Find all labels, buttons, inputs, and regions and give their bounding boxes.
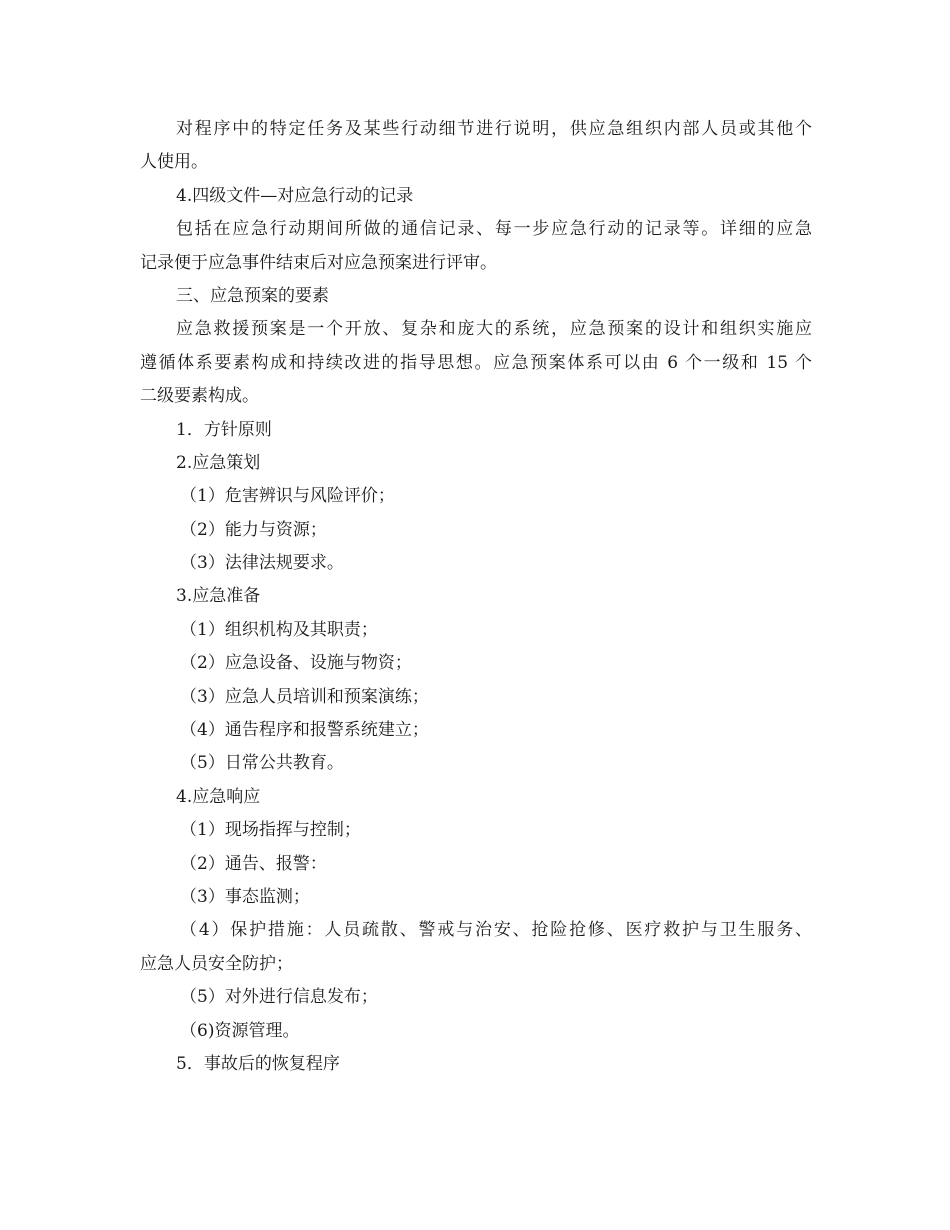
paragraph-line: 记录便于应急事件结束后对应急预案进行评审。	[140, 252, 497, 273]
list-heading: 5．事故后的恢复程序	[176, 1053, 340, 1074]
list-item: （2）应急设备、设施与物资；	[180, 653, 412, 674]
list-item: （1）危害辨识与风险评价；	[180, 486, 395, 507]
list-heading: 2.应急策划	[176, 452, 261, 473]
paragraph-line: 对程序中的特定任务及某些行动细节进行说明，供应急组织内部人员或其他个	[176, 119, 812, 139]
list-item-continuation: 应急人员安全防护；	[140, 953, 293, 974]
list-item: （3）事态监测；	[180, 886, 310, 907]
list-item: （5）对外进行信息发布；	[180, 987, 378, 1008]
paragraph-line: 人使用。	[140, 152, 208, 173]
paragraph-line: 遵循体系要素构成和持续改进的指导思想。应急预案体系可以由 6 个一级和 15 个	[140, 352, 812, 373]
list-item: （3）应急人员培训和预案演练；	[180, 686, 429, 707]
document-body	[140, 113, 812, 1081]
list-item: （5）日常公共教育。	[180, 753, 344, 774]
paragraph-line: 包括在应急行动期间所做的通信记录、每一步应急行动的记录等。详细的应急	[176, 219, 812, 240]
list-item: （6)资源管理。	[180, 1020, 300, 1041]
list-item: （4）保护措施：人员疏散、警戒与治安、抢险抢修、医疗救护与卫生服务、	[180, 920, 812, 941]
paragraph-line: 二级要素构成。	[140, 386, 259, 407]
list-heading: 1．方针原则	[176, 419, 272, 440]
list-item: （2）通告、报警：	[180, 853, 327, 874]
paragraph-line: 应急救援预案是一个开放、复杂和庞大的系统，应急预案的设计和组织实施应	[176, 319, 812, 340]
list-heading: 4.应急响应	[176, 786, 261, 807]
list-item: （3）法律法规要求。	[180, 553, 344, 574]
list-heading: 3.应急准备	[176, 586, 261, 607]
list-item: （1）现场指挥与控制；	[180, 820, 361, 841]
list-item: （2）能力与资源；	[180, 519, 327, 540]
list-item: （4）通告程序和报警系统建立；	[180, 720, 429, 741]
section-heading: 4.四级文件—对应急行动的记录	[176, 185, 414, 206]
section-heading: 三、应急预案的要素	[176, 285, 329, 306]
list-item: （1）组织机构及其职责；	[180, 619, 378, 640]
